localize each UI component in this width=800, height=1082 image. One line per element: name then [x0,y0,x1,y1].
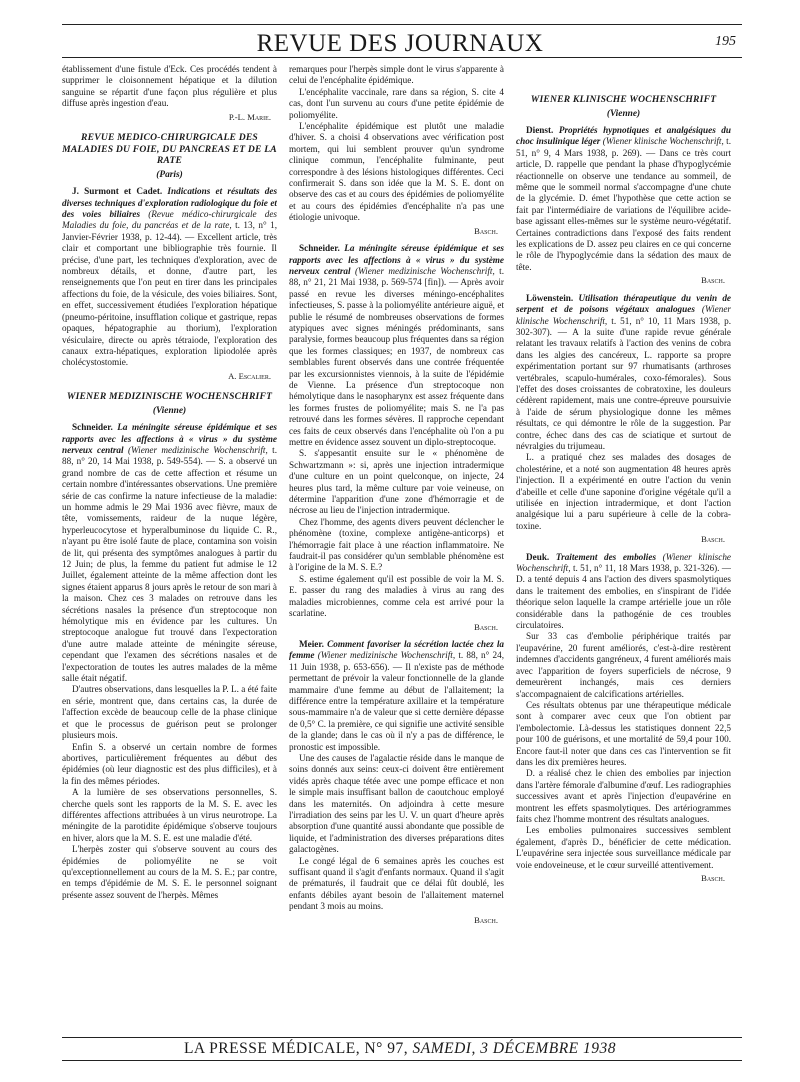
article-ref: t. 88, n° 20, 14 Mai 1938, p. 549-554). [62,444,277,467]
header-rule-bottom [62,57,742,58]
article-body: — Dans ce très court article, D. rappelle que pendant la phase d'hypoglycémie réactionnelle on observe une tendance au sommeil, de même que le sommeil normal s'accompagne d'une chute de la glycémie. D. émet l'hypothèse que cette action se fait par l'intermédiaire de variations de l'équilibre acide-base agissant elles-mêmes sur le système neuro-végétatif. Certaines contradictions dans l'exposé des faits rendent les explications de D. assez peu claires en ce qui concerne le rôle de l'hypoglycémie dans la sédation des maux de tête. [516,147,731,272]
article-author: Meier. [299,638,324,649]
article-title: Utilisation thérapeutique du venin de serpent et de poisons végétaux analogues [516,292,731,315]
article-ref: t. 13, n° 1, Janvier-Février 1938, p. 12-44). [62,220,277,242]
paragraph: remarques pour l'herpès simple dont le virus s'apparente à celui de l'encéphalite épidémique. [289,64,504,86]
article-title: Comment favoriser la sécrétion lactée chez la femme [289,638,504,661]
footer-rule-top [62,1037,742,1038]
signature: Basch. [474,914,498,925]
paragraph: Ces résultats obtenus par une thérapeutique médicale sont à comparer avec ceux que l'on obtient par l'embolectomie. Là-dessus les statistiques donnent 22,5 pour 100 de guérisons, et une mortalité de 59,4 pour 100. Encore faut-il noter que dans ces cas l'intervention se fit dans les dix premières heures. [516,699,731,767]
article-lowenstein [516,293,731,453]
article-author: Deuk. [526,551,550,562]
article-author: Dienst. [526,125,554,135]
article-schneider-2 [289,243,504,448]
article-journal: (Wiener klinische Wochenschrift, [602,136,724,147]
column-1 [62,64,277,1030]
signature: Basch. [701,275,725,286]
paragraph: Chez l'homme, des agents divers peuvent déclencher le phénomène (toxine, complexe antigène-anticorps) et l'hémorragie fait place à une réaction inflammatoire. Ne faudrait-il pas considérer qu'un semblable phénomène est à l'origine de la M. S. E.? [289,516,504,573]
article-journal: (Wiener klinische Wochenschrift, [516,304,731,326]
article-schneider-1 [62,422,277,684]
article-body: — A la suite d'une rapide revue générale relatant les travaux relatifs à l'action des venins de cobra dans les algies des cancéreux, L. rapporte sa propre expérimentation portant sur 97 rhumatisants (arthroses vertébrales, scapulo-humérales, coxo-fémorales). Sous l'effet des doses croissantes de cobratoxine, les douleurs cédèrent rapidement, mais une contre-épreuve poursuivie à l'aide de sérum physiologique donne les mêmes résultats, ce qui démontre le rôle de la suggestion. Par contre, échec dans des cas de sciatique et surtout de névralgies du trijumeau. [516,326,731,451]
article-author: Schneider. [299,243,340,254]
paragraph: Les embolies pulmonaires successives semblent également, d'après D., bénéficier de cette médication. L'eupavérine sera injectée sous surveillance médicale par voie endoveineuse, et le cœur surveillé attentivement. [516,825,731,870]
section-subheading: (Vienne) [152,405,187,416]
header-rule-top [62,24,742,25]
signature: A. Escalier. [228,370,271,381]
footer-date: SAMEDI, 3 DÉCEMBRE 1938 [412,1040,617,1057]
paragraph: Sur 33 cas d'embolie périphérique traités par l'eupavérine, 20 furent améliorés, c'est-à-dire restèrent indemnes d'accidents gangréneux, 4 furent améliorés mais avec l'apparition de foyers superficiels de nécrose, 9 demeurèrent inchangés, mais ces derniers s'accompagnaient de calcifications artérielles. [516,631,731,699]
article-title: La méningite séreuse épidémique et ses rapports avec les affections à « virus » du système nerveux central [62,422,277,455]
section-subheading: (Paris) [156,169,183,180]
article-body: — Excellent article, très clair et comportant une bibliographie très fournie. Il précise, d'une part, les techniques d'exploration, avec de nombreux détails, et donne, d'autre part, les renseignements que l'on peut en tirer dans les principales affections du foie, de la vésicule, des voies biliaires. Sont, en effet, successivement étudiées l'exploration hépatique (pneumo-péritoine, insufflation colique et gastrique, repas opaques, hépatographie au thorium), l'exploration vésiculaire, directe ou après tétraiode, l'exploration des canaux extra-hépatiques, exploration lipiodolée après cholécystostomie. [62,231,277,368]
paragraph: D'autres observations, dans lesquelles la P. L. a été faite en série, montrent que, dans certains cas, la durée de l'affection excède de beaucoup celle de la phase clinique et que le processus de guérison peut se prolonger plusieurs mois. [62,684,277,741]
article-dienst [516,125,731,273]
paragraph: A la lumière de ses observations personnelles, S. cherche quels sont les rapports de la M. S. E. avec les différentes affections attribuées à un virus neurotrope. La méningite de la parotidite épidémique s'observe toujours en hiver, alors que la M. S. E. est une maladie d'été. [62,787,277,843]
article-title: Traitement des embolies [555,551,657,562]
footer-rule-bottom [62,1060,742,1061]
column-2 [289,64,504,1030]
article-body: — D. a tenté depuis 4 ans l'action des divers spasmolytiques dans le traitement des embolies, en s'inspirant de l'idée théorique selon laquelle la crampe artérielle joue un rôle considérable dans la pathogénie de ces troubles circulatoires. [516,563,731,631]
article-ref: t. 88, n° 21, 21 Mai 1938, p. 569-574 [fin]). [289,265,504,288]
paragraph: Le congé légal de 6 semaines après les couches est suffisant quand il s'agit d'enfants normaux. Quand il s'agit de prématurés, il faudrait que ce délai fût doublé, les enfants débiles ayant besoin de l'allaitement maternel pendant 3 mois au moins. [289,855,504,912]
article-ref: t. 51, n° 10, 11 Mars 1938, p. 302-307). [516,315,731,337]
article-title: Indications et résultats des diverses techniques d'exploration radiologique du foie et des voies biliaires [62,186,277,220]
signature: Basch. [701,873,725,883]
article-title: Propriétés hypnotiques et analgésiques du choc insulinique léger [516,125,731,147]
paragraph: L'herpès zoster qui s'observe souvent au cours des épidémies de poliomyélite ne se voit qu'exceptionnellement au cours de la M. S. E.; par contre, en temps d'épidémie de M. S. E. le personnel soignant présente assez souvent de l'herpès. Mêmes [62,844,277,900]
article-meier [289,639,504,753]
signature: Basch. [474,621,498,632]
signature: P.-L. Marie. [228,111,271,122]
article-journal: (Wiener medizinische Wochenschrift, [317,650,456,661]
article-journal: (Wiener medizinische Wochenschrift, [127,444,268,455]
article-ref: t. 51, n° 11, 18 Mars 1938, p. 321-326). [572,563,720,574]
article-journal: (Wiener medizinische Wochenschrift, [354,265,495,276]
article-journal: (Revue médico-chirurgicale des Maladies du foie, du pancréas et de la rate, [62,209,277,231]
article-ref: t. 51, n° 9, 4 Mars 1938, p. 269). [516,136,731,158]
section-heading: REVUE MEDICO-CHIRURGICALE DES MALADIES DU FOIE, DU PANCREAS ET DE LA RATE [62,132,277,167]
article-body: — Il n'existe pas de méthode permettant de prévoir la valeur fonctionnelle de la glande mammaire d'une femme au début de l'allaitement; la différence entre la température axillaire et la température sous-mammaire n'a de valeur que si cette dernière dépasse de 0,5° C. la première, ce qui signifie une activité sensible de la glande; dans le cas où il n'y a pas de différence, le pronostic est impossible. [289,661,504,752]
article-ref: t. 88, n° 24, 11 Juin 1938, p. 653-656). [289,650,504,672]
signature: Basch. [701,534,725,545]
page-number: 195 [715,34,736,49]
column-3 [516,64,731,1030]
paragraph: Enfin S. a observé un certain nombre de formes abortives, particulièrement fréquentes au début des épidémies (où leur diagnostic est des plus difficiles), et à la fin des mêmes périodes. [62,741,277,786]
running-title: REVUE DES JOURNAUX [256,30,544,57]
article-body: — S. a observé un grand nombre de cas de cette affection et résume un certain nombre d'intéressantes observations. Une première série de cas confirme la nature infectieuse de la maladie: un homme admis le 29 Mai 1936 avec fièvre, maux de tête, vomissements, raideur de la nuque légère, hyperleucocytose et hyperalbuminose du liquide C. R., n'ayant pu être isolé faute de place, contamina son voisin de lit, qui présenta des symptômes analogues à partir du 12 Juin; de plus, la femme du patient fut admise le 12 Juillet, également atteinte de la même affection dont les signes étaient apparus 8 jours après le retour de son mari à la maison. Chez ces 3 malades on retrouve dans les sécrétions nasales la présence d'un streptocoque non hémolytique mis en évidence par les cultures. Un streptocoque analogue fut trouvé dans l'expectoration d'une autre malade atteinte de méningite séreuse, cependant que l'examen des sécrétions nasales et de l'expectoration de toutes les autres malades de la même salle était négatif. [62,456,277,684]
footer-journal: LA PRESSE MÉDICALE, [183,1040,361,1057]
paragraph: Une des causes de l'agalactie réside dans le manque de soins donnés aux seins: ceux-ci doivent être entièrement vidés après chaque tétée avec une pompe efficace et non le simple mais insuffisant ballon de caoutchouc employé dans les maternités. On adjoindra à cette mesure l'irradiation des seins par les U. V. un quart d'heure après absorption d'une quantité aussi abondante que possible de liquide, et l'administration des diverses préparations dites galactogènes. [289,752,504,855]
article-body: — Après avoir passé en revue les diverses méningo-encéphalites infectieuses, S. passe à la poliomyélite antérieure aiguë, et publie le résumé de nombreuses observations de formes atypiques avec signes méningés prédominants, sans paralysie, formes beaucoup plus fréquentes dans sa région que les formes classiques; en 1937, de nombreux cas semblables furent observés dans une contrée fréquentée par les excursionnistes viennois, à la suite de l'épidémie de Vienne. La présence d'un streptocoque non hémolytique dans le nasopharynx est assez fréquente dans les formes frustes de poliomyélite; mais S. ne l'a pas retrouvé dans les formes sévères. Il rapproche cependant ces faits de ceux observés dans l'encéphalite où l'on a pu mettre en évidence assez souvent un diplo-streptocoque. [289,277,504,447]
lead-paragraph: établissement d'une fistule d'Eck. Ces procédés tendent à supprimer le cloisonnement hépatique et la dilution sanguine se répartit d'une façon plus régulière et plus diffuse après ingestion d'eau. [62,64,277,109]
article-author: Löwenstein. [526,292,574,303]
paragraph: D. a réalisé chez le chien des embolies par injection dans l'artère fémorale d'albumine d'œuf. Les radiographies successives avant et après l'injection d'eupavérine en montrent les effets spasmolytiques. Des artériogrammes faits chez l'homme montrent des résultats analogues. [516,768,731,824]
article-deuk [516,552,731,632]
article-author: J. Surmont et Cadet. [72,186,163,197]
article-surmont [62,186,277,369]
paragraph: L'encéphalite épidémique est plutôt une maladie d'hiver. S. a choisi 4 observations avec vérification post mortem, qui lui semblent prouver qu'un syndrome clinique commun, l'encéphalite fulminante, peut correspondre à des lésions histologiques différentes. Ceci confirmerait S. dans son idée que la M. S. E. dont on observe des cas et au cours des épidémies de poliomyélite et au cours des épidémies d'encéphalite n'a pas une étiologie univoque. [289,121,504,223]
section-subheading: (Vienne) [606,108,641,119]
paragraph: S. estime également qu'il est possible de voir la M. S. E. passer du rang des maladies à virus au rang des maladies microbiennes, comme cela est arrivé pour la scarlatine. [289,573,504,619]
article-title: La méningite séreuse épidémique et ses rapports avec les affections à « virus » du système nerveux central [289,243,504,276]
paragraph: L. a pratiqué chez ses malades des dosages de cholestérine, et a noté son augmentation 48 heures après l'injection. Il a expérimenté en outre l'action du venin d'abeille et celle d'une saponine d'origine végétale qu'il a utilisée en injection intradermique, et dont l'action analgésique lui a paru supérieure à celle de la cobra-toxine. [516,452,731,531]
footer-issue: N° 97, [364,1040,409,1057]
article-journal: (Wiener klinische Wochenschrift, [516,551,731,574]
section-heading: WIENER KLINISCHE WOCHENSCHRIFT [530,94,717,105]
paragraph: L'encéphalite vaccinale, rare dans sa région, S. cite 4 cas, dont l'un survenu au cours d'une petite épidémie de poliomyélite. [289,86,504,120]
footer [0,1040,800,1058]
paragraph: S. s'appesantit ensuite sur le « phénomène de Schwartzmann »: si, après une injection intradermique d'une culture en un point quelconque, on injecte, 24 heures plus tard, la même culture par voie veineuse, on détermine l'apparition d'une zone d'hémorragie et de nécrose au lieu de l'injection intradermique. [289,448,504,516]
section-heading: WIENER MEDIZINISCHE WOCHENSCHRIFT [66,391,273,403]
signature: Basch. [474,225,498,236]
article-author: Schneider. [72,422,113,433]
